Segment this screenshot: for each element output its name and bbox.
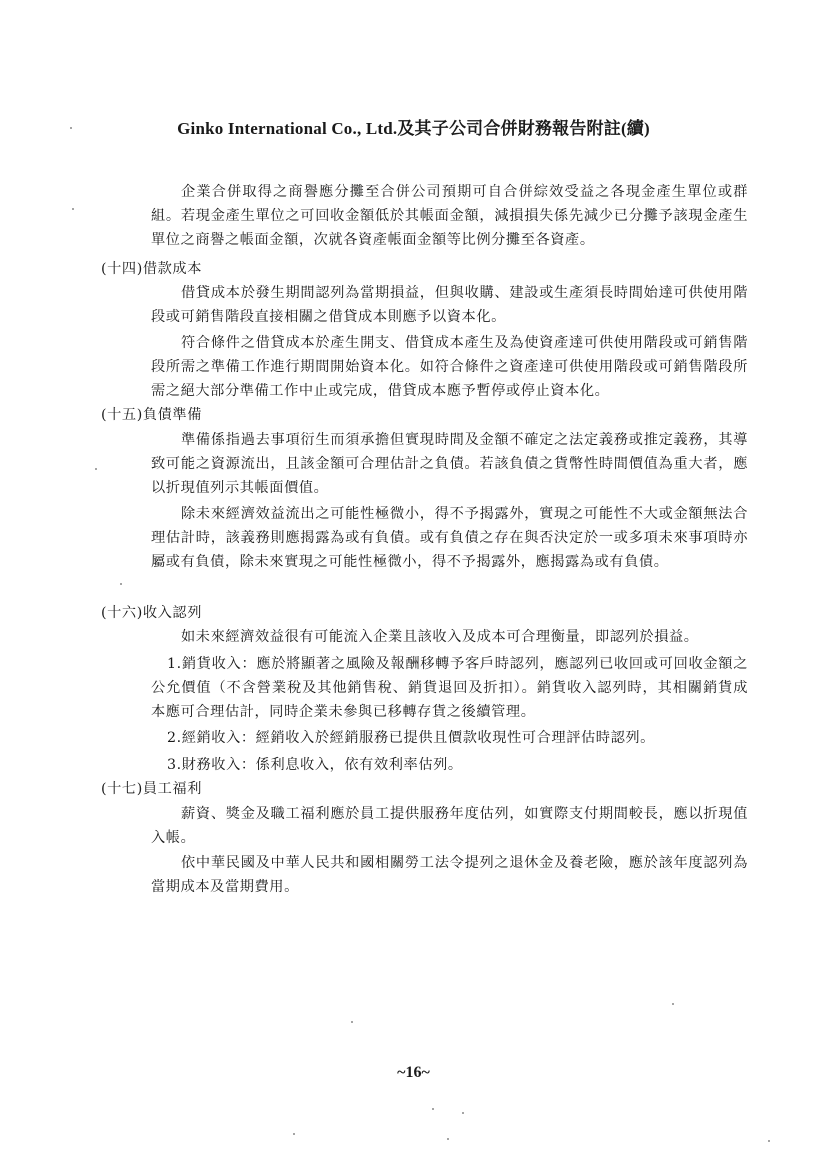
scan-speck: [462, 1112, 464, 1114]
scan-speck: [72, 208, 74, 210]
scan-speck: [293, 1133, 295, 1135]
scan-speck: [432, 1108, 434, 1110]
section-heading-borrowing-costs: (十四)借款成本: [101, 261, 202, 277]
paragraph-revenue-sales: 1.銷貨收入：應於將顯著之風險及報酬移轉予客戶時認列，應認列已收回或可回收金額之公允價值（不含營業稅及其他銷售稅、銷貨退回及折扣）。銷貨收入認列時，其相關銷貨成本應可合理估計，同時企業未參與已移轉存貨之後續管理。: [151, 656, 748, 720]
paragraph-revenue-general: 如未來經濟效益很有可能流入企業且該收入及成本可合理衡量，即認列於損益。: [181, 629, 699, 645]
section-heading-provisions: (十五)負債準備: [101, 407, 202, 423]
scan-speck: [120, 583, 122, 585]
paragraph-goodwill-allocation: 企業合併取得之商譽應分攤至合併公司預期可自合併綜效受益之各現金產生單位或群組。若現金產生單位之可回收金額低於其帳面金額，減損損失係先減少已分攤予該現金產生單位之商譽之帳面金額，次就各資產帳面金額等比例分攤至各資產。: [151, 184, 748, 248]
section-heading-revenue-recognition: (十六)收入認列: [101, 605, 202, 621]
scan-speck: [672, 1003, 674, 1005]
scan-speck: [768, 1140, 770, 1142]
section-heading-employee-benefits: (十七)員工福利: [101, 781, 202, 797]
scan-speck: [351, 1021, 353, 1023]
paragraph-borrowing-costs-capitalisation: 符合條件之借貸成本於產生開支、借貸成本產生及為使資產達可供使用階段或可銷售階段所需之準備工作進行期間開始資本化。如符合條件之資產達可供使用階段或可銷售階段所需之絕大部分準備工作中止或完成，借貸成本應予暫停或停止資本化。: [151, 335, 748, 399]
paragraph-employee-salaries: 薪資、獎金及職工福利應於員工提供服務年度估列，如實際支付期間較長，應以折現值入帳。: [151, 806, 748, 846]
scan-speck: [70, 127, 72, 129]
page-title: Ginko International Co., Ltd.及其子公司合併財務報告附註(續): [177, 119, 650, 138]
paragraph-provisions-definition: 準備係指過去事項衍生而須承擔但實現時間及金額不確定之法定義務或推定義務，其導致可能之資源流出，且該金額可合理估計之負債。若該負債之貨幣性時間價值為重大者，應以折現值列示其帳面價值。: [151, 432, 748, 496]
paragraph-revenue-distribution: 2.經銷收入：經銷收入於經銷服務已提供且價款收現性可合理評估時認列。: [167, 730, 655, 746]
scan-speck: [447, 1138, 449, 1140]
paragraph-revenue-finance: 3.財務收入：係利息收入，依有效利率估列。: [167, 757, 463, 773]
paragraph-borrowing-costs-recognition: 借貸成本於發生期間認列為當期損益，但與收購、建設或生產須長時間始達可供使用階段或可銷售階段直接相關之借貸成本則應予以資本化。: [151, 285, 748, 325]
scan-speck: [95, 468, 97, 470]
paragraph-contingent-liabilities: 除未來經濟效益流出之可能性極微小，得不予揭露外，實現之可能性不大或金額無法合理估計時，該義務則應揭露為或有負債。或有負債之存在與否決定於一或多項未來事項時亦屬或有負債，除未來實現之可能性極微小，得不予揭露外，應揭露為或有負債。: [151, 506, 748, 570]
paragraph-employee-pension: 依中華民國及中華人民共和國相關勞工法令提列之退休金及養老險，應於該年度認列為當期成本及當期費用。: [151, 855, 748, 895]
page-number: ~16~: [397, 1064, 430, 1081]
